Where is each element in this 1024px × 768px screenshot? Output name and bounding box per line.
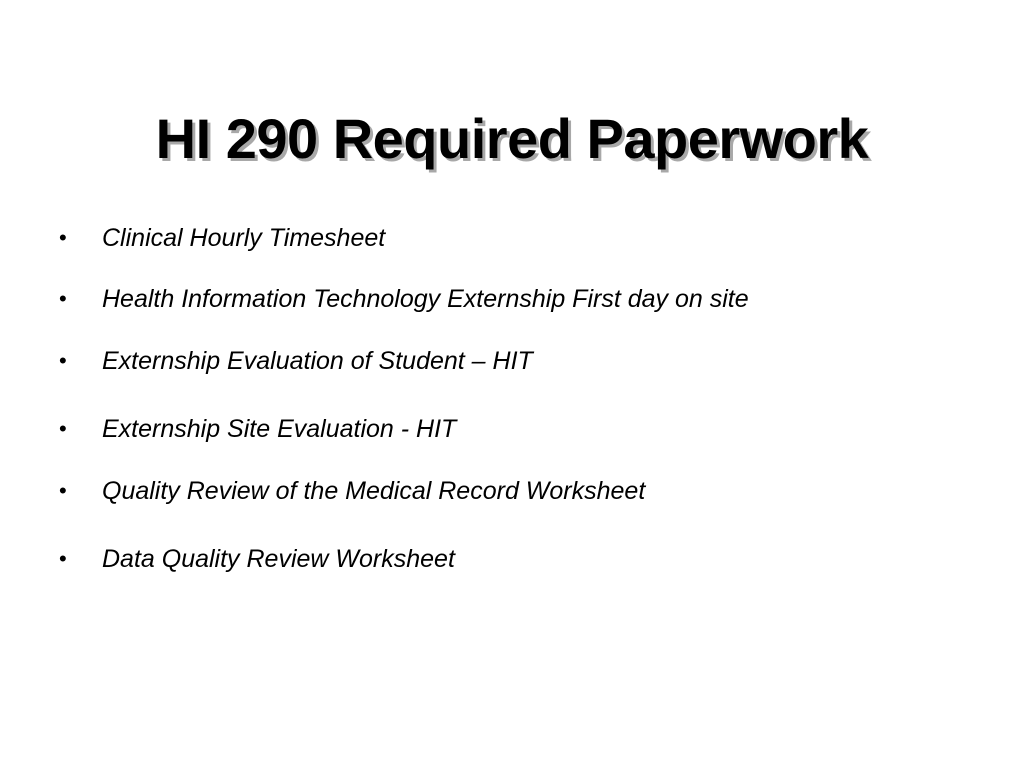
bullet-marker: • [59,348,67,373]
bullet-text: Quality Review of the Medical Record Worksheet [102,477,646,505]
slide-title: HI 290 Required Paperwork [155,106,869,170]
bullet-text: Externship Site Evaluation - HIT [102,415,457,443]
bullet-item-data-quality-review-worksheet [0,542,1000,576]
bullet-item-clinical-hourly-timesheet [0,221,1000,255]
bullet-item-quality-review-worksheet [0,474,1000,508]
bullet-item-evaluation-of-student [0,344,1000,378]
bullet-marker: • [59,416,67,441]
bullet-marker: • [59,478,67,503]
bullet-text: Clinical Hourly Timesheet [102,224,386,252]
bullet-marker: • [59,286,67,311]
bullet-text: Externship Evaluation of Student – HIT [102,347,533,375]
bullet-marker: • [59,225,67,250]
bullet-item-externship-first-day [0,282,1000,316]
bullet-marker: • [59,546,67,571]
bullet-item-site-evaluation [0,412,1000,446]
bullet-text: Health Information Technology Externship First day on site [102,285,749,313]
bullet-text: Data Quality Review Worksheet [102,545,455,573]
